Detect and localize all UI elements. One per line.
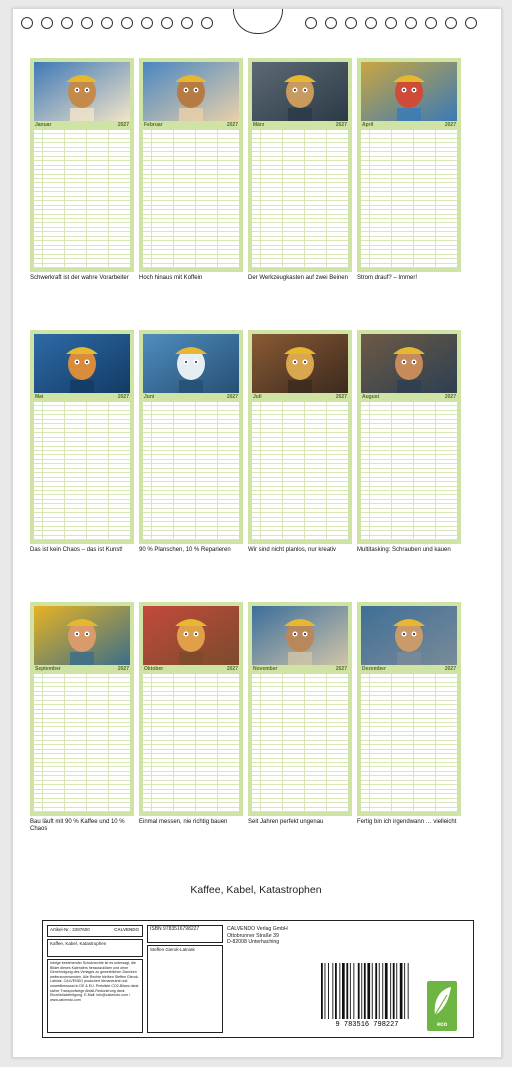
month-name: Juni (144, 394, 155, 400)
day-row (143, 536, 239, 540)
month-name: November (253, 666, 278, 672)
month-name: Januar (35, 122, 52, 128)
month-header (361, 393, 457, 401)
calvendo-logo: CALVENDO (114, 927, 139, 932)
month-frame (139, 602, 243, 816)
month-12 (357, 602, 461, 826)
month-name: Dezember (362, 666, 386, 672)
barcode-bar (375, 963, 377, 1019)
month-year: 2027 (117, 122, 129, 128)
month-caption: Das ist kein Chaos – das ist Kunst! (30, 547, 123, 553)
barcode-bar (382, 963, 383, 1019)
month-caption: Schwerkraft ist der wahre Vorarbeiter (30, 275, 129, 281)
calendar-title: Kaffee, Kabel, Katastrophen (190, 884, 322, 896)
barcode-bar (353, 963, 354, 1019)
month-photo (361, 334, 457, 393)
barcode-bar (350, 963, 351, 1019)
month-9 (30, 602, 134, 833)
footer-panel (42, 920, 474, 1038)
barcode-bar (404, 963, 405, 1019)
month-photo (252, 606, 348, 665)
author-name: Steffen Gierok-Latniak (150, 947, 195, 952)
month-caption: Bau läuft mit 90 % Kaffee und 10 % Chaos (30, 819, 125, 832)
binding-holes-right (305, 17, 477, 29)
month-caption: Der Werkzeugkasten auf zwei Beinen (248, 275, 348, 281)
month-name: August (362, 394, 380, 400)
month-frame (139, 330, 243, 544)
month-frame (139, 58, 243, 272)
month-frame (30, 58, 134, 272)
month-photo (143, 334, 239, 393)
day-lines (34, 402, 130, 540)
month-header (34, 393, 130, 401)
month-year: 2027 (335, 122, 347, 128)
barcode-bar (393, 963, 395, 1019)
day-row (34, 808, 130, 812)
eco-label: eco (436, 1022, 448, 1028)
month-photo (34, 606, 130, 665)
barcode-digits: 9 783516 798227 (335, 1021, 399, 1029)
article-number-box (47, 925, 143, 937)
day-row (34, 264, 130, 268)
day-row (361, 808, 457, 812)
month-frame (30, 602, 134, 816)
month-name: April (362, 122, 374, 128)
month-year: 2027 (226, 394, 238, 400)
hanger-cutout (233, 9, 283, 34)
month-name: Mai (35, 394, 44, 400)
day-row (34, 536, 130, 540)
month-caption: Hoch hinaus mit Koffein (139, 275, 203, 281)
day-lines (252, 130, 348, 268)
month-name: Februar (144, 122, 163, 128)
barcode-bar (385, 963, 388, 1019)
month-frame (248, 58, 352, 272)
month-10 (139, 602, 243, 826)
day-row (143, 264, 239, 268)
month-year: 2027 (117, 666, 129, 672)
legal-box (47, 959, 143, 1033)
day-row (361, 536, 457, 540)
month-header (143, 665, 239, 673)
legal-text: Infolge bestehender Schutzrechte ist es untersagt, die Bilder dieses Kalenders herauszulösen und ohne Genehmigung des Verlages zu gewerblichen Zwecken weiterzuverwenden. Alle Rechte bleiben Steffen Gierok-Latniak. CALVENDO produziert klimaneutral und umweltbewusst in DE & EU. Preisliste CO2-Bilanz dank sicher Transportwege Abfall-Reduzierung dank Einzelstückfertigung. E-Mail: info@calvendo.com / www.calvendo.com (50, 961, 139, 1002)
month-caption: Strom drauf? – Immer! (357, 275, 418, 281)
month-frame (357, 58, 461, 272)
month-photo (143, 606, 239, 665)
month-photo (34, 62, 130, 121)
month-photo (361, 606, 457, 665)
barcode-bar (367, 963, 370, 1019)
month-header (252, 121, 348, 129)
isbn: ISBN 9783516798227 (150, 926, 200, 932)
publisher-name: CALVENDO Verlag GmbH (227, 926, 288, 932)
month-photo (34, 334, 130, 393)
month-header (361, 665, 457, 673)
barcode-bar (372, 963, 373, 1019)
month-header (252, 665, 348, 673)
month-6 (139, 330, 243, 554)
month-year: 2027 (226, 122, 238, 128)
month-photo (361, 62, 457, 121)
day-lines (34, 130, 130, 268)
month-5 (30, 330, 134, 554)
month-name: Oktober (144, 666, 164, 672)
month-year: 2027 (335, 394, 347, 400)
month-year: 2027 (444, 394, 456, 400)
day-lines (34, 674, 130, 812)
month-7 (248, 330, 352, 554)
month-header (361, 121, 457, 129)
barcode-bar (358, 963, 360, 1019)
barcode-bar (400, 963, 403, 1019)
barcode-bar (321, 963, 323, 1019)
month-1 (30, 58, 134, 282)
publisher-address (227, 926, 288, 946)
day-lines (143, 130, 239, 268)
month-frame (30, 330, 134, 544)
month-frame (248, 330, 352, 544)
barcode-bar (390, 963, 391, 1019)
month-name: März (253, 122, 265, 128)
day-row (252, 264, 348, 268)
barcode-bar (342, 963, 345, 1019)
month-caption: Einmal messen, nie richtig bauen (139, 819, 228, 825)
month-year: 2027 (335, 666, 347, 672)
month-caption: Wir sind nicht planlos, nur kreativ (248, 547, 337, 553)
month-frame (357, 330, 461, 544)
barcode-bar (328, 963, 329, 1019)
eco-badge (427, 981, 457, 1031)
month-year: 2027 (444, 666, 456, 672)
small-title-box (47, 939, 143, 957)
month-2 (139, 58, 243, 282)
article-number: Artikel-Nr.: 2297600 (50, 927, 90, 932)
publisher-street: Ottobrunner Straße 39 (227, 932, 279, 939)
month-photo (143, 62, 239, 121)
month-photo (252, 62, 348, 121)
barcode-bar (408, 963, 409, 1019)
barcode-bar (346, 963, 348, 1019)
month-8 (357, 330, 461, 554)
month-photo (252, 334, 348, 393)
month-caption: 90 % Planschen, 10 % Reparieren (139, 547, 231, 553)
month-name: September (35, 666, 61, 672)
month-3 (248, 58, 352, 282)
day-lines (143, 674, 239, 812)
month-year: 2027 (117, 394, 129, 400)
month-frame (248, 602, 352, 816)
leaf-icon (427, 981, 457, 1021)
day-lines (361, 130, 457, 268)
author-box (147, 945, 223, 1033)
day-row (252, 536, 348, 540)
day-row (143, 808, 239, 812)
month-year: 2027 (444, 122, 456, 128)
month-frame (357, 602, 461, 816)
barcode-bar (364, 963, 366, 1019)
barcode-bar (339, 963, 340, 1019)
month-caption: Fertig bin ich irgendwann … vielleicht (357, 819, 457, 825)
day-row (252, 808, 348, 812)
month-header (143, 121, 239, 129)
barcode-bar (325, 963, 326, 1019)
day-lines (252, 674, 348, 812)
barcode-bar (379, 963, 380, 1019)
day-lines (361, 402, 457, 540)
day-row (361, 264, 457, 268)
month-caption: Seit Jahren perfekt ungenau (248, 819, 324, 825)
day-lines (252, 402, 348, 540)
isbn-box (147, 925, 223, 943)
month-header (34, 121, 130, 129)
month-header (143, 393, 239, 401)
binding-holes-left (21, 17, 213, 29)
barcode-bar (396, 963, 397, 1019)
month-11 (248, 602, 352, 826)
month-name: Juli (253, 394, 262, 400)
barcode-bar (361, 963, 362, 1019)
day-lines (143, 402, 239, 540)
publisher-city: D-82008 Unterhaching (227, 939, 280, 945)
small-title: Kaffee, Kabel, Katastrophen (50, 941, 107, 946)
day-lines (361, 674, 457, 812)
month-year: 2027 (226, 666, 238, 672)
month-header (34, 665, 130, 673)
month-4 (357, 58, 461, 282)
month-header (252, 393, 348, 401)
month-caption: Multitasking: Schrauben und kauen (357, 547, 451, 553)
barcode-bar (332, 963, 333, 1019)
barcode-bar (335, 963, 337, 1019)
